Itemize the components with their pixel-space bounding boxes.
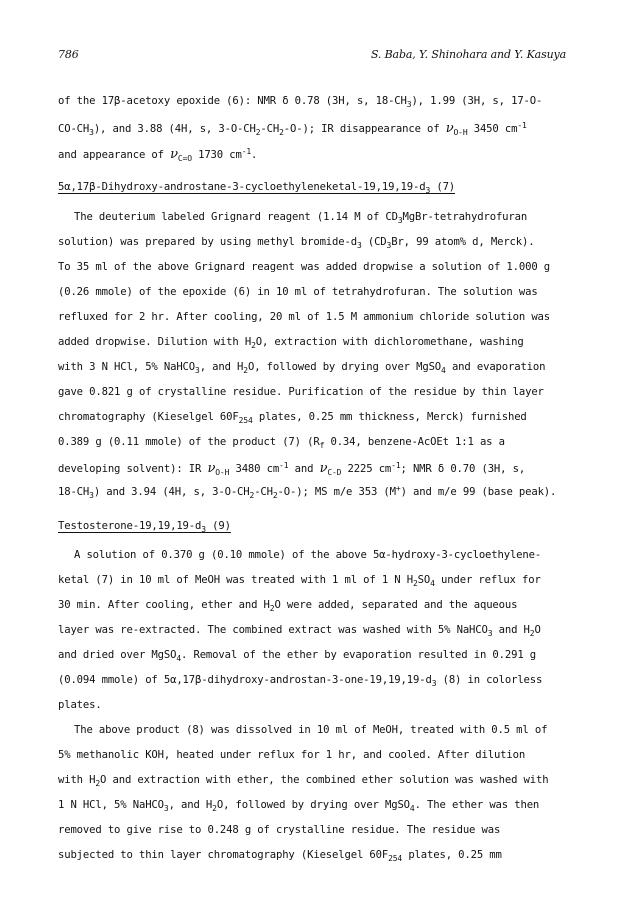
body-line: layer was re-extracted. The combined extract was washed with 5% NaHCO$_3$ and $H_2O$	[58, 624, 541, 638]
section-heading: $5\alpha,17\beta-Dihydroxy-androstane-3-cycloethyleneketal-19,19,19-d_3$ (7)	[58, 181, 456, 195]
running-header-authors: S. Baba, Y. Shinohara and Y. Kasuya	[370, 48, 566, 61]
body-line: The above product (8) was dissolved in 10 ml of MeOH, treated with 0.5 ml of	[74, 724, 548, 736]
body-line: The deuterium labeled Grignard reagent (1.14 M of $CD_3MgBr$-tetrahydrofuran	[74, 211, 528, 225]
body-line: developing solvent): IR $\nu_{O-H}$ 3480 $cm^{-1}$ and $\nu_{C-D}$ 2225 $cm^{-1}$; NMR δ 0.70 (3H, s,	[58, 461, 526, 477]
body-line: with 3 N HCl, 5% NaHCO$_3$, and $H_2O$, followed by drying over MgSO$_4$ and evaporation	[58, 361, 546, 375]
body-line: refluxed for 2 hr. After cooling, 20 ml of 1.5 M ammonium chloride solution was	[58, 311, 551, 323]
body-line: A solution of 0.370 g (0.10 mmole) of the above 5α-hydroxy-3-cycloethylene-	[74, 549, 542, 561]
section-heading: Testosterone-$19,19,19-d_3$ (9)	[58, 520, 231, 534]
body-line: subjected to thin layer chromatography (Kieselgel $60F_{254}$ plates, 0.25 mm	[58, 849, 502, 863]
body-line: with $H_2O$ and extraction with ether, the combined ether solution was washed with	[58, 774, 549, 788]
body-line: $18-CH_3$) and 3.94 (4H, s, $3-O-CH_2-CH_2-O-$); MS m/e 353 (M+) and m/e 99 (base peak).	[58, 484, 557, 500]
body-line: ketal (7) in 10 ml of MeOH was treated with 1 ml of 1 N $H_2SO_4$ under reflux for	[58, 574, 541, 588]
body-line: 30 min. After cooling, ether and $H_2O$ were added, separated and the aqueous	[58, 599, 518, 613]
body-line: gave 0.821 g of crystalline residue. Purification of the residue by thin layer	[58, 386, 544, 398]
body-line: 1 N HCl, 5% NaHCO$_3$, and $H_2O$, followed by drying over MgSO$_4$. The ether was then	[58, 799, 540, 813]
body-line: of the 17β-acetoxy epoxide (6): NMR δ 0.78 (3H, s, $18-CH_3$), 1.99 (3H, s, 17-O-	[58, 95, 543, 109]
body-line: To 35 ml of the above Grignard reagent was added dropwise a solution of 1.000 g	[58, 261, 551, 273]
body-line: (0.094 mmole) of $5\alpha,17\beta-dihydroxy-androstan-3-one-19,19,19-d_3$ (8) in colorless	[58, 674, 543, 688]
body-line: and dried over MgSO$_4$. Removal of the ether by evaporation resulted in 0.291 g	[58, 649, 537, 663]
body-line: plates.	[58, 699, 102, 711]
body-line: and appearance of $\nu_{C=O}$ 1730 $cm^{-1}$.	[58, 147, 258, 163]
body-line: $CO-CH_3$), and 3.88 (4H, s, $3-O-CH_2-CH_2-O-$); IR disappearance of $\nu_{O-H}$ 3450 $cm^{-1}$	[58, 121, 527, 137]
body-line: chromatography (Kieselgel $60F_{254}$ plates, 0.25 mm thickness, Merck) furnished	[58, 411, 527, 425]
body-line: (0.26 mmole) of the epoxide (6) in 10 ml of tetrahydrofuran. The solution was	[58, 286, 538, 298]
page-number: 786	[58, 48, 79, 61]
body-line: 0.389 g (0.11 mmole) of the product (7) ($R_f$ 0.34, benzene-AcOEt 1:1 as a	[58, 436, 505, 450]
body-line: removed to give rise to 0.248 g of crystalline residue. The residue was	[58, 824, 501, 836]
body-line: added dropwise. Dilution with $H_2O$, extraction with dichloromethane, washing	[58, 336, 524, 350]
body-line: 5% methanolic KOH, heated under reflux for 1 hr, and cooled. After dilution	[58, 749, 526, 761]
body-line: solution) was prepared by using methyl bromide-$d_3$ ($CD_3Br$, 99 atom% d, Merck).	[58, 236, 535, 250]
